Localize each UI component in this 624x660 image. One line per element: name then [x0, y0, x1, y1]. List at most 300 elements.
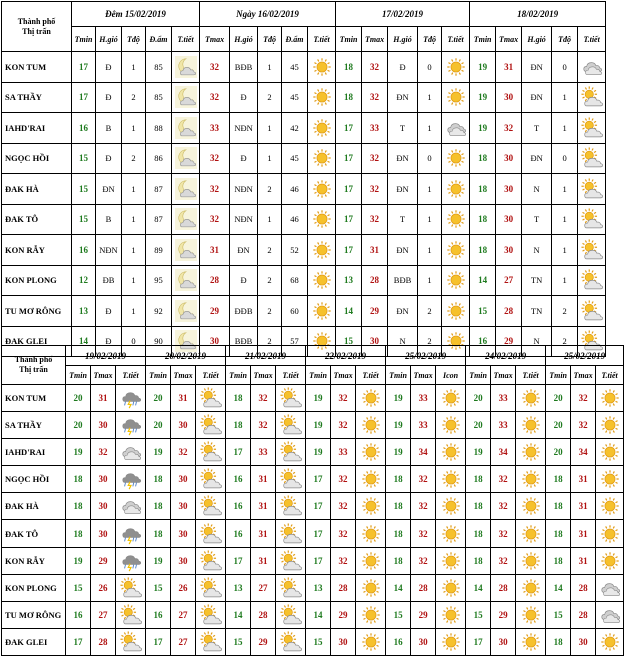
wind-direction: BĐB: [388, 265, 418, 296]
tmax-value: 28: [491, 574, 516, 601]
wind-level: 1: [258, 204, 282, 235]
column-header: Tmax: [362, 27, 388, 52]
partly-cloudy-icon: [276, 412, 306, 439]
tmax-value: 31: [171, 385, 196, 412]
tmin-value: 18: [470, 235, 496, 266]
table-row: [2, 296, 606, 327]
column-header: T.tiết: [172, 27, 200, 52]
night-cloudy-icon: [172, 113, 200, 144]
tmax-value: 28: [251, 601, 276, 628]
tmax-value: 32: [411, 547, 436, 574]
tmax-value: 31: [251, 547, 276, 574]
wind-direction: T: [388, 204, 418, 235]
tmax-value: 29: [200, 296, 230, 327]
tmax-value: 30: [331, 628, 356, 655]
city-name: KON RẪY: [2, 235, 72, 266]
sun-icon: [308, 296, 336, 327]
wind-level: 1: [122, 296, 146, 327]
tmax-value: 32: [251, 385, 276, 412]
tmax-value: 30: [362, 326, 388, 357]
sun-icon: [308, 143, 336, 174]
wind-direction: Đ: [96, 82, 122, 113]
tmax-value: 33: [411, 385, 436, 412]
wind-direction: ĐN: [522, 52, 552, 83]
wind-direction: NĐN: [230, 174, 258, 205]
tmax-value: 32: [411, 466, 436, 493]
tmax-value: 30: [91, 493, 116, 520]
column-header: T.tiết: [196, 366, 226, 385]
sun-icon: [516, 601, 546, 628]
column-header: Tmax: [571, 366, 596, 385]
tmin-value: 20: [66, 385, 91, 412]
wind-direction: NĐN: [96, 235, 122, 266]
forecast-table-top: [1, 1, 606, 357]
partly-cloudy-icon: [578, 265, 606, 296]
tmax-value: 32: [491, 547, 516, 574]
tmin-value: 16: [146, 601, 171, 628]
table-row: [2, 493, 624, 520]
sun-icon: [436, 520, 466, 547]
column-header: Tđộ: [418, 27, 442, 52]
tmin-value: 19: [146, 439, 171, 466]
tmin-value: 15: [546, 601, 571, 628]
tmax-value: 26: [171, 574, 196, 601]
tmax-value: 32: [331, 493, 356, 520]
tmax-value: 32: [200, 143, 230, 174]
table-row: [2, 601, 624, 628]
column-header: Tmin: [466, 366, 491, 385]
tmin-value: 19: [466, 439, 491, 466]
tmax-value: 33: [411, 412, 436, 439]
humidity-value: 46: [282, 204, 308, 235]
tmax-value: 27: [251, 574, 276, 601]
header-columns-row: [2, 366, 624, 385]
sun-icon: [596, 547, 624, 574]
wind-level: 1: [418, 174, 442, 205]
sun-icon: [356, 547, 386, 574]
tmin-value: 14: [226, 601, 251, 628]
cloudy-icon: [116, 439, 146, 466]
thunderstorm-icon: [116, 385, 146, 412]
tmin-value: 13: [306, 574, 331, 601]
tmin-value: 18: [66, 493, 91, 520]
tmin-value: 18: [466, 520, 491, 547]
tmax-value: 32: [362, 204, 388, 235]
tmax-value: 32: [251, 412, 276, 439]
tmin-value: 17: [336, 174, 362, 205]
tmin-value: 15: [386, 601, 411, 628]
tmin-value: 16: [72, 113, 96, 144]
tmax-value: 28: [331, 574, 356, 601]
night-cloudy-icon: [172, 82, 200, 113]
tmin-value: 17: [146, 628, 171, 655]
wind-level: 1: [258, 113, 282, 144]
wind-level: 1: [552, 235, 578, 266]
wind-direction: T: [388, 113, 418, 144]
city-name: TU MƠ RÔNG: [2, 296, 72, 327]
partly-cloudy-icon: [116, 574, 146, 601]
tmin-value: 19: [386, 385, 411, 412]
sun-icon: [436, 547, 466, 574]
tmin-value: 20: [146, 385, 171, 412]
wind-direction: ĐN: [230, 235, 258, 266]
tmin-value: 18: [470, 204, 496, 235]
wind-level: 1: [122, 52, 146, 83]
humidity-value: 45: [282, 52, 308, 83]
partly-cloudy-icon: [578, 174, 606, 205]
partly-cloudy-icon: [116, 601, 146, 628]
partly-cloudy-icon: [276, 547, 306, 574]
tmax-value: 30: [171, 547, 196, 574]
sun-icon: [596, 439, 624, 466]
sun-icon: [596, 628, 624, 655]
tmin-value: 15: [306, 628, 331, 655]
sun-icon: [516, 385, 546, 412]
date-header: 25/02/2019: [386, 346, 466, 366]
tmax-value: 32: [491, 493, 516, 520]
tmin-value: 17: [336, 113, 362, 144]
cloudy-icon: [442, 113, 470, 144]
tmax-value: 34: [491, 439, 516, 466]
table-row: [2, 52, 606, 83]
tmax-value: 32: [571, 412, 596, 439]
wind-level: 1: [552, 82, 578, 113]
wind-direction: ĐN: [388, 82, 418, 113]
humidity-value: 45: [282, 82, 308, 113]
column-header: Tmin: [306, 366, 331, 385]
tmax-value: 27: [496, 265, 522, 296]
tmax-value: 28: [571, 601, 596, 628]
humidity-value: 87: [146, 204, 172, 235]
city-name: SA THẦY: [2, 82, 72, 113]
wind-level: 2: [122, 82, 146, 113]
city-name: TU MƠ RÔNG: [2, 601, 66, 628]
tmax-value: 30: [91, 520, 116, 547]
column-header: Tmax: [171, 366, 196, 385]
tmin-value: 13: [226, 574, 251, 601]
sun-icon: [436, 574, 466, 601]
date-header: 25/02/2019: [546, 346, 624, 366]
partly-cloudy-icon: [276, 493, 306, 520]
tmin-value: 19: [386, 412, 411, 439]
column-header: Tmin: [546, 366, 571, 385]
tmax-value: 30: [171, 520, 196, 547]
tmax-value: 32: [362, 143, 388, 174]
date-header: 21/02/2019: [226, 346, 306, 366]
tmin-value: 14: [72, 326, 96, 357]
wind-level: 1: [122, 113, 146, 144]
sun-icon: [356, 412, 386, 439]
wind-direction: ĐN: [522, 82, 552, 113]
cloudy-icon: [596, 574, 624, 601]
date-header: Ngày 16/02/2019: [200, 2, 336, 27]
wind-level: 1: [418, 113, 442, 144]
partly-cloudy-icon: [276, 601, 306, 628]
thunderstorm-icon: [116, 466, 146, 493]
column-header: T.tiết: [116, 366, 146, 385]
sun-icon: [442, 174, 470, 205]
date-header: 22/02/2019: [306, 346, 386, 366]
tmax-value: 32: [411, 493, 436, 520]
tmin-value: 18: [66, 520, 91, 547]
sun-icon: [442, 52, 470, 83]
tmax-value: 28: [496, 296, 522, 327]
tmin-value: 17: [336, 235, 362, 266]
tmin-value: 14: [306, 601, 331, 628]
thunderstorm-icon: [116, 547, 146, 574]
tmax-value: 30: [496, 204, 522, 235]
wind-level: 1: [552, 204, 578, 235]
tmin-value: 19: [386, 439, 411, 466]
tmin-value: 20: [466, 385, 491, 412]
tmax-value: 30: [496, 174, 522, 205]
partly-cloudy-icon: [196, 439, 226, 466]
sun-icon: [356, 601, 386, 628]
tmin-value: 14: [466, 574, 491, 601]
humidity-value: 42: [282, 113, 308, 144]
column-header: Tmin: [72, 27, 96, 52]
tmax-value: 32: [362, 52, 388, 83]
tmin-value: 17: [306, 493, 331, 520]
partly-cloudy-icon: [276, 385, 306, 412]
tmin-value: 18: [546, 547, 571, 574]
wind-level: 0: [418, 143, 442, 174]
wind-direction: T: [522, 204, 552, 235]
city-name: ĐAK HÀ: [2, 174, 72, 205]
wind-level: 2: [418, 326, 442, 357]
city-name: KON PLONG: [2, 574, 66, 601]
sun-icon: [356, 493, 386, 520]
column-header: T.tiết: [276, 366, 306, 385]
wind-direction: Đ: [96, 326, 122, 357]
column-header: Đ.ẩm: [146, 27, 172, 52]
tmin-value: 19: [470, 52, 496, 83]
table-row: [2, 385, 624, 412]
column-header: Tmax: [251, 366, 276, 385]
sun-icon: [442, 82, 470, 113]
humidity-value: 52: [282, 235, 308, 266]
sun-icon: [442, 143, 470, 174]
sun-icon: [596, 520, 624, 547]
tmin-value: 20: [546, 412, 571, 439]
tmax-value: 28: [362, 265, 388, 296]
city-name: ĐAK GLEI: [2, 326, 72, 357]
tmin-value: 15: [226, 628, 251, 655]
partly-cloudy-icon: [196, 601, 226, 628]
tmax-value: 26: [91, 574, 116, 601]
tmax-value: 30: [571, 628, 596, 655]
humidity-value: 60: [282, 296, 308, 327]
column-header: Tmin: [470, 27, 496, 52]
partly-cloudy-icon: [196, 493, 226, 520]
column-header: H.gió: [96, 27, 122, 52]
tmax-value: 30: [496, 235, 522, 266]
tmax-value: 31: [362, 235, 388, 266]
header-dates-row: [2, 2, 606, 27]
tmax-value: 34: [411, 439, 436, 466]
sun-icon: [436, 412, 466, 439]
column-header: T.tiết: [442, 27, 470, 52]
table-row: [2, 265, 606, 296]
tmin-value: 18: [386, 466, 411, 493]
partly-cloudy-icon: [276, 628, 306, 655]
partly-cloudy-icon: [276, 439, 306, 466]
tmin-value: 17: [466, 628, 491, 655]
tmax-value: 30: [200, 326, 230, 357]
tmin-value: 17: [306, 466, 331, 493]
sun-icon: [356, 439, 386, 466]
wind-level: 1: [122, 265, 146, 296]
tmax-value: 31: [496, 52, 522, 83]
tmax-value: 30: [171, 466, 196, 493]
night-cloudy-icon: [172, 204, 200, 235]
city-header-line1: Thành phố: [14, 355, 53, 364]
wind-direction: ĐN: [96, 174, 122, 205]
wind-direction: Đ: [96, 52, 122, 83]
wind-direction: ĐN: [388, 174, 418, 205]
tmin-value: 16: [226, 493, 251, 520]
wind-level: 0: [418, 52, 442, 83]
city-name: KON TUM: [2, 52, 72, 83]
wind-direction: N: [522, 235, 552, 266]
tmax-value: 29: [491, 601, 516, 628]
header-dates-row: [2, 346, 624, 366]
wind-direction: Đ: [96, 143, 122, 174]
wind-level: 0: [552, 52, 578, 83]
tmax-value: 29: [411, 601, 436, 628]
tmin-value: 16: [226, 520, 251, 547]
table-row: [2, 113, 606, 144]
tmin-value: 18: [66, 466, 91, 493]
night-cloudy-icon: [172, 52, 200, 83]
table-row: [2, 204, 606, 235]
sun-icon: [308, 82, 336, 113]
tmin-value: 18: [146, 520, 171, 547]
partly-cloudy-icon: [196, 520, 226, 547]
sun-icon: [442, 265, 470, 296]
sun-icon: [442, 235, 470, 266]
tmin-value: 18: [226, 385, 251, 412]
sun-icon: [596, 466, 624, 493]
tmax-value: 34: [571, 439, 596, 466]
humidity-value: 86: [146, 143, 172, 174]
tmin-value: 14: [336, 296, 362, 327]
tmax-value: 29: [251, 628, 276, 655]
tmin-value: 19: [306, 385, 331, 412]
column-header: Tmax: [411, 366, 436, 385]
wind-direction: Đ: [230, 82, 258, 113]
column-header: Tmin: [66, 366, 91, 385]
wind-direction: Đ: [230, 265, 258, 296]
tmax-value: 30: [91, 412, 116, 439]
partly-cloudy-icon: [116, 628, 146, 655]
partly-cloudy-icon: [578, 296, 606, 327]
tmin-value: 17: [336, 204, 362, 235]
tmin-value: 18: [546, 466, 571, 493]
humidity-value: 45: [282, 143, 308, 174]
wind-direction: NĐN: [230, 204, 258, 235]
sun-icon: [516, 520, 546, 547]
sun-icon: [436, 466, 466, 493]
tmin-value: 18: [546, 520, 571, 547]
column-header: Tmin: [146, 366, 171, 385]
partly-cloudy-icon: [276, 574, 306, 601]
sun-icon: [516, 628, 546, 655]
forecast-table-bottom: [1, 345, 624, 656]
wind-level: 1: [552, 174, 578, 205]
wind-level: 2: [258, 296, 282, 327]
tmax-value: 27: [91, 601, 116, 628]
city-header-line2: Thị trấn: [22, 26, 51, 36]
sun-icon: [516, 493, 546, 520]
wind-level: 1: [258, 52, 282, 83]
tmax-value: 32: [331, 412, 356, 439]
sun-icon: [516, 412, 546, 439]
tmax-value: 28: [91, 628, 116, 655]
column-header: Tmin: [386, 366, 411, 385]
tmin-value: 18: [470, 174, 496, 205]
sun-icon: [436, 439, 466, 466]
tmin-value: 18: [146, 493, 171, 520]
sun-icon: [308, 235, 336, 266]
tmax-value: 33: [331, 439, 356, 466]
tmax-value: 31: [91, 385, 116, 412]
tmax-value: 33: [491, 412, 516, 439]
humidity-value: 90: [146, 326, 172, 357]
tmin-value: 19: [66, 439, 91, 466]
wind-direction: TN: [522, 265, 552, 296]
tmax-value: 32: [571, 385, 596, 412]
tmax-value: 31: [571, 493, 596, 520]
wind-level: 2: [258, 326, 282, 357]
thunderstorm-icon: [116, 520, 146, 547]
table-row: [2, 174, 606, 205]
wind-direction: N: [522, 326, 552, 357]
tmin-value: 20: [66, 412, 91, 439]
partly-cloudy-icon: [196, 412, 226, 439]
tmax-value: 29: [362, 296, 388, 327]
wind-direction: ĐN: [388, 143, 418, 174]
tmax-value: 32: [200, 204, 230, 235]
tmin-value: 18: [146, 466, 171, 493]
table-row: [2, 574, 624, 601]
column-header: Icon: [436, 366, 466, 385]
table-row: [2, 82, 606, 113]
wind-direction: N: [522, 174, 552, 205]
tmin-value: 18: [470, 143, 496, 174]
wind-level: 2: [552, 296, 578, 327]
tmax-value: 31: [571, 547, 596, 574]
city-name: SA THẦY: [2, 412, 66, 439]
column-header: T.tiết: [356, 366, 386, 385]
tmin-value: 20: [546, 385, 571, 412]
tmin-value: 15: [146, 574, 171, 601]
column-header: Tđộ: [552, 27, 578, 52]
city-name: KON PLONG: [2, 265, 72, 296]
wind-direction: ĐN: [388, 235, 418, 266]
sun-icon: [356, 385, 386, 412]
sun-icon: [308, 265, 336, 296]
tmax-value: 28: [571, 574, 596, 601]
tmin-value: 18: [336, 52, 362, 83]
tmin-value: 18: [336, 82, 362, 113]
tmin-value: 17: [306, 520, 331, 547]
date-header: 20/02/2019: [146, 346, 226, 366]
date-header: Đêm 15/02/2019: [72, 2, 200, 27]
wind-direction: NĐN: [230, 113, 258, 144]
tmax-value: 29: [331, 601, 356, 628]
wind-level: 2: [418, 296, 442, 327]
